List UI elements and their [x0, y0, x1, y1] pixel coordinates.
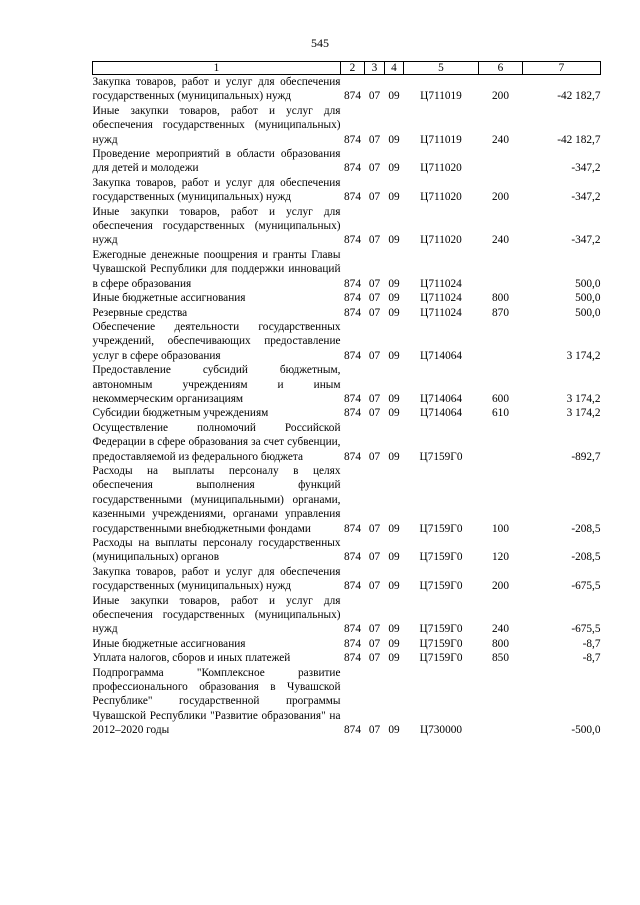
- row-amount: 3 174,2: [566, 407, 601, 420]
- row-amount: 500,0: [575, 277, 601, 290]
- row-subsection-code: 09: [388, 277, 400, 290]
- row-amount: -347,2: [571, 191, 601, 204]
- table-row: [93, 651, 601, 665]
- table-row: [93, 104, 601, 147]
- header-col-2: 2: [341, 62, 365, 75]
- row-ministry-code: 874: [344, 407, 361, 420]
- row-description: Иные закупки товаров, работ и услуг для обеспечения государственных (муниципальных) нужд: [92, 594, 341, 636]
- row-ministry-code: 874: [344, 450, 361, 463]
- budget-table: [92, 61, 601, 738]
- row-section-code: 07: [368, 623, 381, 636]
- row-section-code: 07: [368, 551, 381, 564]
- row-section-code: 07: [368, 292, 381, 305]
- row-expense-type-code: 610: [492, 407, 509, 420]
- row-expense-type-code: 600: [492, 392, 509, 405]
- row-ministry-code: 874: [344, 162, 361, 175]
- row-description: Уплата налогов, сборов и иных платежей: [92, 652, 291, 665]
- row-ministry-code: 874: [344, 580, 361, 593]
- row-amount: 500,0: [575, 292, 601, 305]
- row-section-code: 07: [368, 277, 381, 290]
- row-section-code: 07: [368, 133, 381, 146]
- row-amount: -347,2: [571, 234, 601, 247]
- row-expense-type-code: 100: [492, 522, 509, 535]
- table-row: [93, 306, 601, 320]
- row-subsection-code: 09: [388, 392, 400, 405]
- row-ministry-code: 874: [344, 551, 361, 564]
- table-row: [93, 637, 601, 651]
- row-description: Иные закупки товаров, работ и услуг для обеспечения государственных (муниципальных) нужд: [92, 205, 341, 247]
- row-target-item-code: Ц714064: [419, 392, 463, 405]
- row-expense-type-code: [479, 666, 523, 738]
- row-ministry-code: 874: [344, 306, 361, 319]
- row-section-code: 07: [368, 349, 381, 362]
- header-col-1: 1: [93, 62, 341, 75]
- row-ministry-code: 874: [344, 191, 361, 204]
- row-target-item-code: Ц7159Г0: [419, 580, 463, 593]
- row-subsection-code: 09: [388, 306, 400, 319]
- row-section-code: 07: [368, 306, 381, 319]
- row-ministry-code: 874: [344, 277, 361, 290]
- table-row: [93, 565, 601, 594]
- header-col-5: 5: [404, 62, 479, 75]
- row-ministry-code: 874: [344, 637, 361, 650]
- row-ministry-code: 874: [344, 133, 361, 146]
- row-amount: -892,7: [571, 450, 601, 463]
- row-description: Обеспечение деятельности государственных учреждений, обеспечивающих предоставление услуг в сфере образования: [92, 320, 341, 362]
- row-section-code: 07: [368, 652, 381, 665]
- row-expense-type-code: 200: [492, 191, 509, 204]
- header-col-6: 6: [479, 62, 523, 75]
- row-subsection-code: 09: [388, 292, 400, 305]
- table-row: [93, 147, 601, 176]
- row-description: Закупка товаров, работ и услуг для обеспечения государственных (муниципальных) нужд: [92, 76, 341, 103]
- row-description: Расходы на выплаты персоналу в целях обеспечения выполнения функций государственными (муниципальными) органами, казенными учреждениями, органами управления государственными внебюджетными фондами: [92, 464, 341, 535]
- row-expense-type-code: 870: [492, 306, 509, 319]
- row-expense-type-code: 200: [492, 580, 509, 593]
- row-target-item-code: Ц7159Г0: [419, 652, 463, 665]
- row-subsection-code: 09: [388, 162, 400, 175]
- row-subsection-code: 09: [388, 407, 400, 420]
- row-target-item-code: Ц7159Г0: [419, 450, 463, 463]
- row-description: Расходы на выплаты персоналу государственных (муниципальных) органов: [92, 537, 341, 564]
- row-description: Закупка товаров, работ и услуг для обеспечения государственных (муниципальных) нужд: [92, 176, 341, 204]
- row-expense-type-code: 800: [492, 637, 509, 650]
- row-description: Резервные средства: [92, 306, 188, 319]
- row-target-item-code: Ц711020: [420, 191, 462, 204]
- row-section-code: 07: [368, 90, 381, 103]
- header-col-4: 4: [385, 62, 404, 75]
- row-section-code: 07: [368, 162, 381, 175]
- row-section-code: 07: [368, 637, 381, 650]
- header-col-7: 7: [523, 62, 601, 75]
- row-target-item-code: Ц7159Г0: [419, 522, 463, 535]
- row-target-item-code: Ц711019: [420, 90, 462, 103]
- row-target-item-code: Ц711020: [420, 234, 462, 247]
- row-section-code: 07: [368, 522, 381, 535]
- row-description: Иные бюджетные ассигнования: [92, 292, 246, 305]
- row-amount: -42 182,7: [557, 133, 601, 146]
- row-subsection-code: 09: [388, 551, 400, 564]
- row-target-item-code: Ц730000: [419, 724, 463, 737]
- row-section-code: 07: [368, 580, 381, 593]
- row-ministry-code: 874: [344, 392, 361, 405]
- header-col-3: 3: [365, 62, 385, 75]
- table-row: [93, 248, 601, 291]
- row-target-item-code: Ц711024: [420, 306, 462, 319]
- row-amount: -42 182,7: [557, 90, 601, 103]
- row-amount: 3 174,2: [566, 349, 601, 362]
- row-subsection-code: 09: [388, 349, 400, 362]
- row-amount: -500,0: [571, 724, 601, 737]
- row-amount: -208,5: [571, 551, 601, 564]
- row-section-code: 07: [368, 392, 381, 405]
- row-target-item-code: Ц711024: [420, 277, 462, 290]
- row-target-item-code: Ц7159Г0: [419, 637, 463, 650]
- row-description: Ежегодные денежные поощрения и гранты Главы Чувашской Республики для поддержки инноваций в сфере образования: [92, 248, 341, 290]
- row-amount: -8,7: [582, 652, 601, 665]
- row-description: Иные бюджетные ассигнования: [92, 637, 246, 650]
- row-expense-type-code: [479, 320, 523, 363]
- row-expense-type-code: 120: [492, 551, 509, 564]
- row-section-code: 07: [368, 450, 381, 463]
- row-subsection-code: 09: [388, 234, 400, 247]
- row-section-code: 07: [368, 407, 381, 420]
- row-target-item-code: Ц714064: [419, 349, 463, 362]
- row-description: Проведение мероприятий в области образования для детей и молодежи: [92, 148, 341, 175]
- row-target-item-code: Ц711024: [420, 292, 462, 305]
- row-target-item-code: Ц711019: [420, 133, 462, 146]
- row-amount: -675,5: [571, 623, 601, 636]
- table-row: [93, 464, 601, 536]
- row-expense-type-code: 240: [492, 623, 509, 636]
- row-description: Иные закупки товаров, работ и услуг для обеспечения государственных (муниципальных) нужд: [92, 104, 341, 146]
- table-row: [93, 320, 601, 363]
- row-ministry-code: 874: [344, 90, 361, 103]
- row-subsection-code: 09: [388, 90, 400, 103]
- table-row: [93, 536, 601, 565]
- row-amount: 3 174,2: [566, 392, 601, 405]
- row-ministry-code: 874: [344, 234, 361, 247]
- row-amount: -8,7: [582, 637, 601, 650]
- row-amount: 500,0: [575, 306, 601, 319]
- row-expense-type-code: [479, 147, 523, 176]
- row-subsection-code: 09: [388, 724, 400, 737]
- row-ministry-code: 874: [344, 349, 361, 362]
- row-ministry-code: 874: [344, 724, 361, 737]
- row-target-item-code: Ц714064: [419, 407, 463, 420]
- table-row: [93, 75, 601, 104]
- table-header-row: [93, 62, 601, 75]
- table-row: [93, 421, 601, 464]
- row-target-item-code: Ц7159Г0: [419, 623, 463, 636]
- row-subsection-code: 09: [388, 580, 400, 593]
- table-row: [93, 176, 601, 205]
- row-expense-type-code: 240: [492, 133, 509, 146]
- table-row: [93, 594, 601, 637]
- row-subsection-code: 09: [388, 652, 400, 665]
- row-subsection-code: 09: [388, 450, 400, 463]
- row-ministry-code: 874: [344, 652, 361, 665]
- row-subsection-code: 09: [388, 191, 400, 204]
- row-target-item-code: Ц711020: [420, 162, 462, 175]
- row-ministry-code: 874: [344, 292, 361, 305]
- row-section-code: 07: [368, 191, 381, 204]
- row-target-item-code: Ц7159Г0: [419, 551, 463, 564]
- row-amount: -347,2: [571, 162, 601, 175]
- row-section-code: 07: [368, 724, 381, 737]
- row-subsection-code: 09: [388, 637, 400, 650]
- row-section-code: 07: [368, 234, 381, 247]
- row-amount: -675,5: [571, 580, 601, 593]
- row-description: Предоставление субсидий бюджетным, автономным учреждениям и иным некоммерческим организациям: [92, 364, 341, 405]
- row-subsection-code: 09: [388, 522, 400, 535]
- table-row: [93, 363, 601, 406]
- row-ministry-code: 874: [344, 623, 361, 636]
- row-description: Субсидии бюджетным учреждениям: [92, 407, 269, 420]
- row-amount: -208,5: [571, 522, 601, 535]
- table-row: [93, 205, 601, 248]
- row-expense-type-code: 200: [492, 90, 509, 103]
- row-expense-type-code: 850: [492, 652, 509, 665]
- row-subsection-code: 09: [388, 623, 400, 636]
- table-row: [93, 666, 601, 738]
- row-subsection-code: 09: [388, 133, 400, 146]
- row-description: Закупка товаров, работ и услуг для обеспечения государственных (муниципальных) нужд: [92, 565, 341, 593]
- row-expense-type-code: 240: [492, 234, 509, 247]
- table-row: [93, 406, 601, 420]
- page-number: 545: [311, 36, 329, 50]
- table-row: [93, 291, 601, 305]
- row-expense-type-code: [479, 248, 523, 291]
- row-description: Осуществление полномочий Российской Федерации в сфере образования за счет субвенции, предоставляемой из федерального бюджета: [92, 421, 341, 463]
- table-body: [93, 75, 601, 738]
- row-description: Подпрограмма "Комплексное развитие профессионального образования в Чувашской Республике" государственной программы Чувашской Республики "Развитие образования" на 2012–2020 годы: [92, 666, 341, 737]
- row-ministry-code: 874: [344, 522, 361, 535]
- row-expense-type-code: [479, 421, 523, 464]
- row-expense-type-code: 800: [492, 292, 509, 305]
